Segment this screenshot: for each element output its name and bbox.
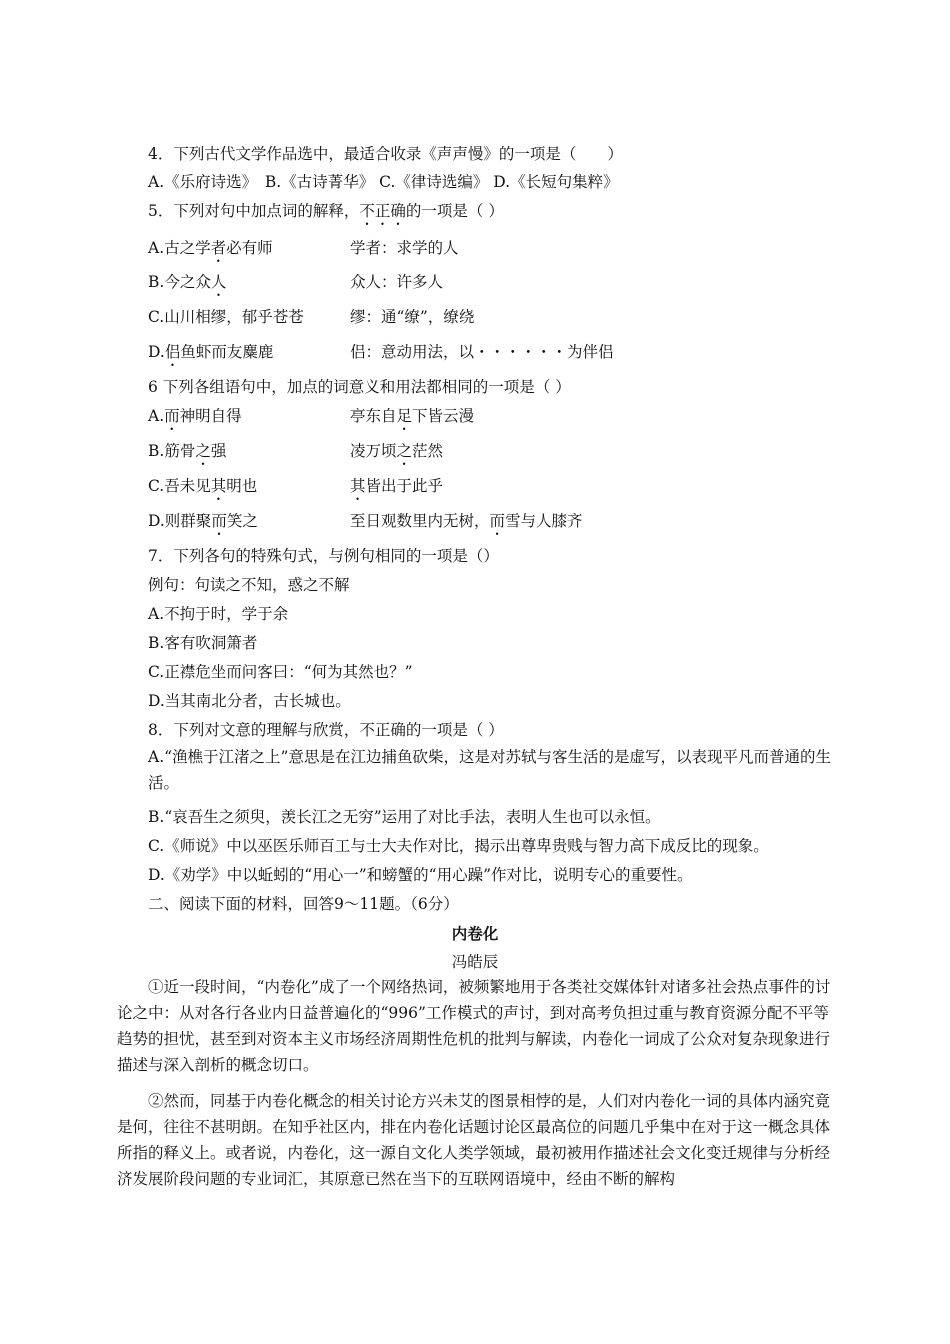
q6-row-a-right: 亭东自足下皆云漫: [350, 407, 475, 425]
q5-stem: [148, 200, 504, 229]
q4-stem: 4．下列古代文学作品选中，最适合收录《声声慢》的一项是（ ）: [148, 145, 623, 163]
q7-option-b: B.客有吹洞箫者: [148, 634, 258, 652]
q5-row-c-right: 缪：通“缭”，缭绕: [350, 308, 475, 326]
q6-row-c-right: 其皆出于此乎: [350, 477, 444, 495]
q6-row-d-right: 至日观数里内无树，而雪与人膝齐: [350, 512, 583, 530]
article-author: 冯皓辰: [451, 953, 499, 971]
q5-row-a-right: 学者：求学的人: [350, 239, 459, 257]
q5-stem-a: 5．下列对句中加点词的解释，: [148, 202, 360, 220]
q8-option-d: D.《劝学》中以蚯蚓的“用心一”和螃蟹的“用心躁”作对比，说明专心的重要性。: [148, 866, 693, 884]
q7-stem: 7．下列各句的特殊句式，与例句相同的一项是（）: [148, 547, 499, 565]
q7-option-d: D.当其南北分者，古长城也。: [148, 692, 351, 710]
article-title: 内卷化: [451, 925, 499, 943]
q6-row-b-left: B.筋骨之强: [148, 442, 227, 460]
q7-option-a: A.不拘于时，学于余: [148, 605, 289, 623]
q6-row-b-right: 凌万顷之茫然: [350, 442, 444, 460]
q5-row-b-right: 众人：许多人: [350, 273, 444, 291]
q6-stem: 6 下列各组语句中，加点的词意义和用法都相同的一项是（ ）: [148, 378, 571, 396]
q5-row-d-right: 侣：意动用法，以・・・・・・为伴侣: [350, 343, 614, 361]
q8-option-a: A.“渔樵于江渚之上”意思是在江边捕鱼砍柴，这是对苏轼与客生活的是虚写，以表现平凡而普通的生活。: [148, 748, 831, 792]
q6-row-a-left: A.而神明自得: [148, 407, 242, 425]
q5-row-d-left: D.侣鱼虾而友麋鹿: [148, 343, 274, 361]
q5-stem-dotted: 不正确: [359, 202, 406, 220]
q8-option-b: B.“哀吾生之须臾，羡长江之无穷”运用了对比手法，表明人生也可以永恒。: [148, 808, 661, 826]
article-paragraph-1: ①近一段时间，“内卷化”成了一个网络热词，被频繁地用于各类社交媒体针对诸多社会热点事件的讨论之中：从对各行各业内日益普遍化的“996”工作模式的声讨，到对高考负担过重与教育资源分配不平等趋势的担忧，甚至到对资本主义市场经济周期性危机的批判与解读，内卷化一词成了公众对复杂现象进行描述与深入剖析的概念切口。: [117, 978, 831, 1074]
q4-options: A.《乐府诗选》 B.《古诗菁华》 C.《律诗选编》 D.《长短句集粹》: [148, 173, 619, 191]
q8-option-c: C.《师说》中以巫医乐师百工与士大夫作对比，揭示出尊卑贵贱与智力高下成反比的现象。: [148, 837, 769, 855]
q6-row-d-left: D.则群聚而笑之: [148, 512, 258, 530]
q8-stem: 8．下列对文意的理解与欣赏，不正确的一项是（ ）: [148, 721, 504, 739]
q7-example: 例句：句读之不知，惑之不解: [148, 576, 350, 594]
q6-row-c-left: C.吾未见其明也: [148, 477, 258, 495]
section2-heading: 二、阅读下面的材料，回答9～11题。（6分）: [148, 895, 459, 913]
q7-option-c: C.正襟危坐而问客曰：“何为其然也？”: [148, 663, 413, 681]
q5-stem-b: 的一项是（ ）: [405, 202, 504, 220]
q5-row-a-left: A.古之学者必有师: [148, 239, 273, 257]
q5-row-b-left: B.今之众人: [148, 273, 227, 291]
article-paragraph-2: ②然而，同基于内卷化概念的相关讨论方兴未艾的图景相悖的是，人们对内卷化一词的具体内涵究竟是何，往往不甚明朗。在知乎社区内，排在内卷化话题讨论区最高位的问题几乎集中在对于这一概念具体所指的释义上。或者说，内卷化，这一源自文化人类学领域，最初被用作描述社会文化变迁规律与分析经济发展阶段问题的专业词汇，其原意已然在当下的互联网语境中，经由不断的解构: [117, 1092, 831, 1188]
q5-row-c-left: C.山川相缪，郁乎苍苍: [148, 308, 304, 326]
